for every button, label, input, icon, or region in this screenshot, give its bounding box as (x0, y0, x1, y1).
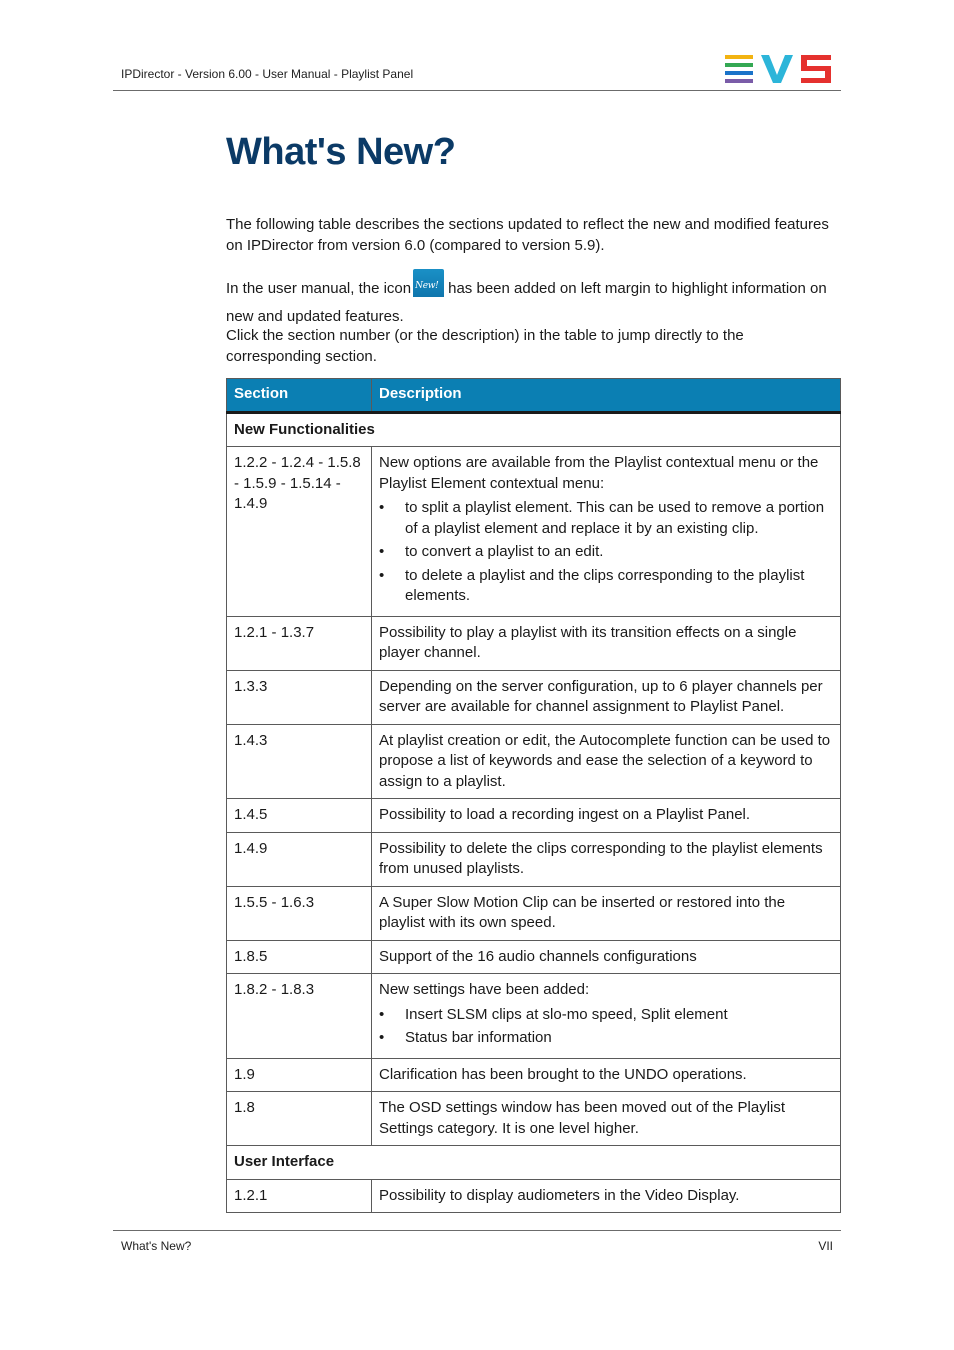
section-link[interactable]: 1.5.5 - 1.6.3 (227, 886, 372, 940)
section-link[interactable]: 1.9 (227, 1058, 372, 1092)
list-item: • to split a playlist element. This can be used to remove a portion of a playlist element and replace it by an existing clip. (379, 498, 833, 539)
changes-table (226, 378, 841, 1213)
section-column-header: Section (227, 379, 372, 413)
table-row[interactable] (227, 832, 841, 886)
table-header-row (227, 379, 841, 413)
description-text[interactable]: Possibility to play a playlist with its transition effects on a single player channel. (372, 616, 841, 670)
description-text[interactable]: The OSD settings window has been moved out of the Playlist Settings category. It is one level higher. (372, 1092, 841, 1146)
table-row[interactable] (227, 1092, 841, 1146)
page-number: VII (818, 1239, 833, 1253)
table-row[interactable] (227, 724, 841, 799)
group-row-user-interface (227, 1146, 841, 1180)
bullet-list (379, 498, 833, 607)
section-link[interactable]: 1.2.1 (227, 1179, 372, 1213)
group-row-new-functionalities (227, 412, 841, 447)
bullet-list (379, 1005, 833, 1049)
group-label: New Functionalities (227, 412, 841, 447)
list-item: • to convert a playlist to an edit. (379, 542, 833, 563)
section-link[interactable]: 1.4.9 (227, 832, 372, 886)
page-footer (113, 1230, 841, 1253)
description-cell[interactable] (372, 447, 841, 617)
section-link[interactable]: 1.2.1 - 1.3.7 (227, 616, 372, 670)
intro-paragraph: The following table describes the sections updated to reflect the new and modified features on IPDirector from version 6.0 (compared to version 5.9). (226, 216, 829, 254)
section-link[interactable]: 1.8.2 - 1.8.3 (227, 974, 372, 1059)
list-item: • Insert SLSM clips at slo-mo speed, Split element (379, 1005, 833, 1026)
description-text[interactable]: A Super Slow Motion Clip can be inserted or restored into the playlist with its own speed. (372, 886, 841, 940)
section-link[interactable]: 1.4.3 (227, 724, 372, 799)
table-row[interactable] (227, 616, 841, 670)
description-cell[interactable] (372, 974, 841, 1059)
jump-instructions: Click the section number (or the description) in the table to jump directly to the corresponding section. (226, 327, 744, 365)
section-link[interactable]: 1.8 (227, 1092, 372, 1146)
list-item: • to delete a playlist and the clips corresponding to the playlist elements. (379, 566, 833, 607)
description-text[interactable]: Possibility to display audiometers in the Video Display. (372, 1179, 841, 1213)
description-text[interactable]: Support of the 16 audio channels configurations (372, 940, 841, 974)
description-text[interactable]: New options are available from the Playlist contextual menu or the Playlist Element contextual menu: (379, 454, 819, 492)
page-title: What's New? (226, 131, 456, 173)
description-text[interactable]: Depending on the server configuration, up to 6 player channels per server are available for channel assignment to Playlist Panel. (372, 670, 841, 724)
table-row[interactable] (227, 447, 841, 617)
header-title: IPDirector - Version 6.00 - User Manual - Playlist Panel (121, 67, 414, 81)
icon-note-paragraph (226, 279, 841, 328)
new-icon (413, 269, 444, 297)
icon-note-text-after: has been added on left margin to highlight information on new and updated features. (226, 280, 827, 325)
section-link[interactable]: 1.8.5 (227, 940, 372, 974)
description-text[interactable]: Clarification has been brought to the UNDO operations. (372, 1058, 841, 1092)
table-row[interactable] (227, 886, 841, 940)
footer-chapter: What's New? (121, 1239, 192, 1253)
group-label: User Interface (227, 1146, 841, 1180)
table-row[interactable] (227, 974, 841, 1059)
description-text[interactable]: Possibility to delete the clips corresponding to the playlist elements from unused playlists. (372, 832, 841, 886)
description-text[interactable]: Possibility to load a recording ingest on a Playlist Panel. (372, 799, 841, 833)
section-link[interactable]: 1.2.2 - 1.2.4 - 1.5.8 - 1.5.9 - 1.5.14 - 1.4.9 (227, 447, 372, 617)
description-text[interactable]: New settings have been added: (379, 981, 590, 998)
table-row[interactable] (227, 670, 841, 724)
section-link[interactable]: 1.3.3 (227, 670, 372, 724)
new-icon-label: New! (415, 281, 439, 291)
list-item: • Status bar information (379, 1028, 833, 1049)
table-row[interactable] (227, 799, 841, 833)
page-header (113, 50, 841, 91)
evs-logo (725, 55, 833, 83)
description-column-header: Description (372, 379, 841, 413)
table-row[interactable] (227, 940, 841, 974)
description-text[interactable]: At playlist creation or edit, the Autocomplete function can be used to propose a list of keywords and ease the selection of a keyword to assign to a playlist. (372, 724, 841, 799)
table-row[interactable] (227, 1058, 841, 1092)
table-row[interactable] (227, 1179, 841, 1213)
section-link[interactable]: 1.4.5 (227, 799, 372, 833)
icon-note-text-before: In the user manual, the icon (226, 280, 412, 297)
